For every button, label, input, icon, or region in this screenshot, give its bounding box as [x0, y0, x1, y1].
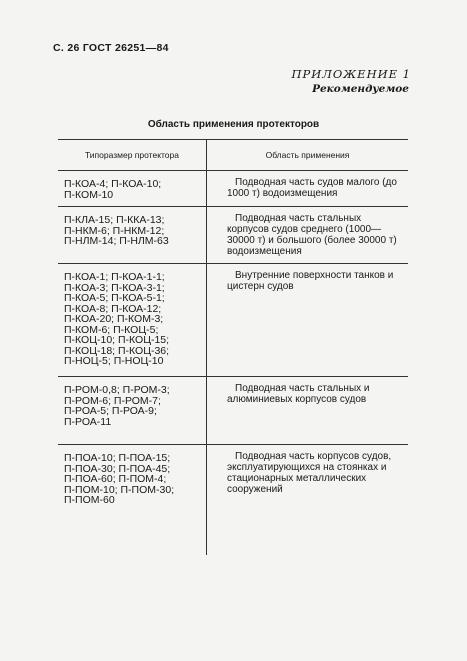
appendix-title: ПРИЛОЖЕНИЕ 1	[291, 67, 411, 81]
protector-table	[58, 139, 408, 555]
table-header-row	[58, 140, 408, 171]
application-area-cell	[207, 264, 409, 377]
protector-size-line: П-ПОМ-60	[64, 494, 115, 506]
application-area-text: Подводная часть стальных и алюминиевых корпусов судов	[227, 383, 370, 405]
application-area-text: Подводная часть стальных корпусов судов среднего (1000—30000 т) и большого (более 30000 т) водоизмещения	[227, 213, 397, 257]
appendix-status: Рекомендуемое	[312, 83, 409, 95]
protector-size-line: П-КЛА-15; П-ККА-13;	[64, 214, 165, 226]
protector-size-line: П-КОА-5; П-КОА-5-1;	[64, 292, 165, 304]
protector-size-line: П-КОА-8; П-КОА-12;	[64, 302, 162, 315]
application-area-cell	[207, 171, 409, 207]
application-area-text: Подводная часть корпусов судов, эксплуатирующихся на стоянках и стационарных металлических сооружений	[227, 451, 392, 495]
protector-size-line: П-НЛМ-14; П-НЛМ-63	[64, 235, 169, 247]
protector-size-cell	[58, 264, 207, 377]
protector-size-line: П-КОЦ-10; П-КОЦ-15;	[64, 334, 170, 346]
page-header: С. 26 ГОСТ 26251—84	[53, 42, 169, 54]
protector-size-line: П-КОА-3; П-КОА-3-1;	[64, 281, 165, 294]
table-title: Область применения протекторов	[147, 119, 320, 130]
protector-size-line: П-ПОА-30; П-ПОА-45;	[64, 462, 171, 475]
application-area-text: Внутренние поверхности танков и цистерн судов	[227, 270, 394, 292]
table-row	[58, 377, 408, 445]
protector-size-cell	[58, 377, 207, 445]
protector-size-line: П-НОЦ-5; П-НОЦ-10	[64, 355, 164, 367]
protector-size-line: П-РОМ-0,8; П-РОМ-3;	[64, 384, 170, 396]
table-row	[58, 445, 408, 555]
application-area-cell	[207, 445, 409, 555]
table-row	[58, 171, 408, 207]
column-header-area: Область применения	[207, 140, 409, 171]
application-area-text: Подводная часть судов малого (до 1000 т) водоизмещения	[227, 177, 397, 199]
protector-size-line: П-РОА-11	[64, 415, 112, 428]
protector-size-line: П-КОМ-10	[64, 188, 114, 201]
protector-size-line: П-КОЦ-18; П-КОЦ-36;	[64, 344, 170, 357]
protector-size-line: П-ПОМ-10; П-ПОМ-30;	[64, 483, 175, 496]
protector-size-cell	[58, 171, 207, 207]
column-header-size: Типоразмер протектора	[58, 140, 207, 171]
table-row	[58, 207, 408, 264]
protector-size-cell	[58, 445, 207, 555]
protector-size-line: П-КОА-1; П-КОА-1-1;	[64, 271, 165, 283]
application-area-cell	[207, 377, 409, 445]
protector-size-line: П-КОА-20; П-КОМ-3;	[64, 313, 164, 325]
protector-size-line: П-НКМ-6; П-НКМ-12;	[64, 224, 165, 237]
protector-size-line: П-ПОА-10; П-ПОА-15;	[64, 452, 171, 464]
protector-size-cell	[58, 207, 207, 264]
protector-size-line: П-ПОА-60; П-ПОМ-4;	[64, 473, 167, 485]
protector-size-line: П-РОМ-6; П-РОМ-7;	[64, 394, 161, 407]
application-area-cell	[207, 207, 409, 264]
protector-size-line: П-КОМ-6; П-КОЦ-5;	[64, 323, 159, 336]
protector-size-line: П-КОА-4; П-КОА-10;	[64, 178, 162, 190]
protector-size-line: П-РОА-5; П-РОА-9;	[64, 405, 157, 417]
table-row	[58, 264, 408, 377]
